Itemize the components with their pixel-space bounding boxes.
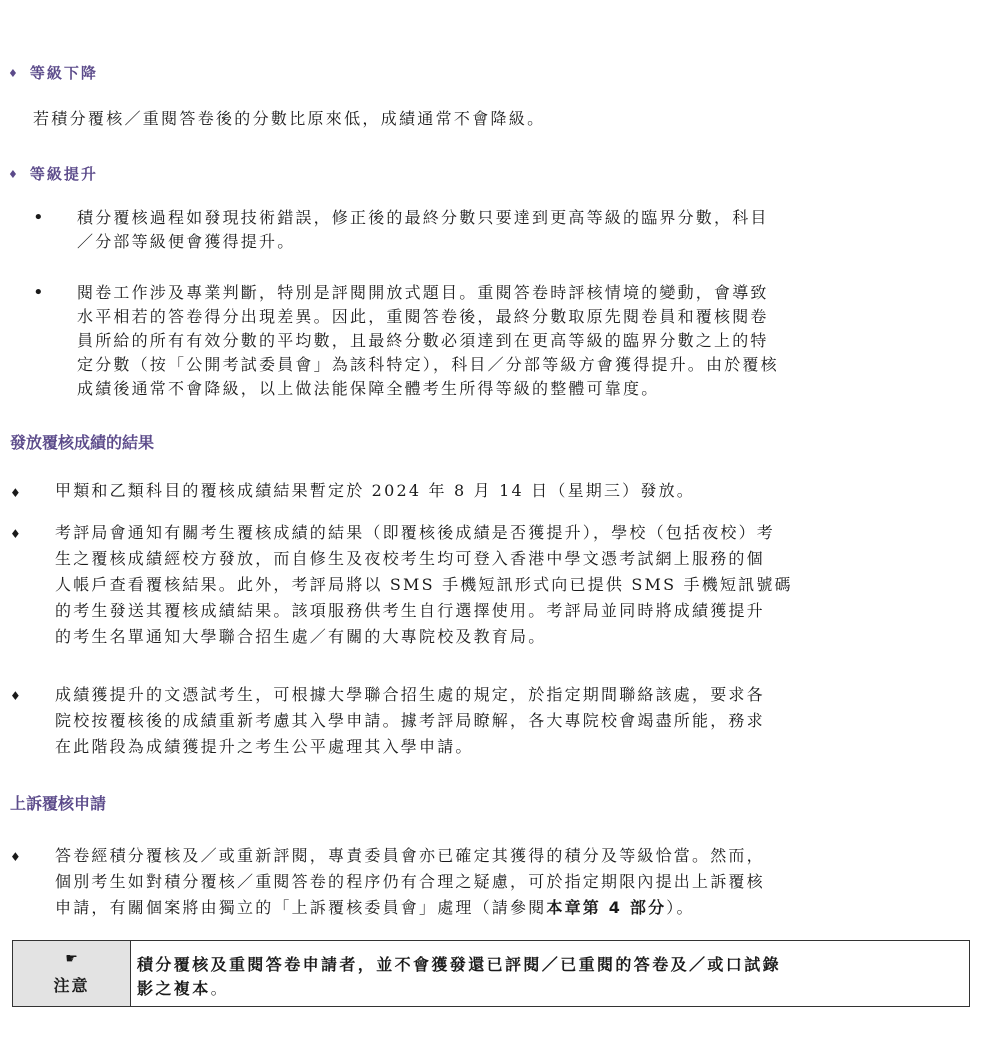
- release-bullet-2-line: 的考生發送其覆核成績結果。該項服務供考生自行選擇使用。考評局並同時將成績獲提升: [55, 601, 765, 620]
- upgrade-heading: [8, 163, 98, 184]
- release-bullet-3-line: 在此階段為成績獲提升之考生公平處理其入學申請。: [55, 737, 474, 756]
- diamond-icon: ♦: [10, 850, 21, 864]
- downgrade-heading-text: 等級下降: [29, 64, 98, 82]
- release-bullet-2-line: 人帳戶查看覆核結果。此外，考評局將以 SMS 手機短訊形式向已提供 SMS 手機短訊號碼: [55, 575, 793, 594]
- appeal-line-text: 申請，有關個案將由獨立的「上訴覆核委員會」處理（請參閱: [55, 898, 547, 917]
- release-bullet-2-line: 考評局會通知有關考生覆核成績的結果（即覆核後成績是否獲提升），學校（包括夜校）考: [55, 523, 776, 542]
- release-bullet-2-line: 的考生名單通知大學聯合招生處／有關的大專院校及教育局。: [55, 627, 547, 646]
- upgrade-bullet-1-line: 積分覆核過程如發現技術錯誤，修正後的最終分數只要達到更高等級的臨界分數，科目: [77, 208, 769, 227]
- appeal-line: 個別考生如對積分覆核／重閱答卷的程序仍有合理之疑慮，可於指定期限內提出上訴覆核: [55, 872, 765, 891]
- appeal-line: 答卷經積分覆核及／或重新評閱，專責委員會亦已確定其獲得的積分及等級恰當。然而，: [55, 846, 765, 865]
- release-bullet-2-line: 生之覆核成績經校方發放，而自修生及夜校考生均可登入香港中學文憑考試網上服務的個: [55, 549, 765, 568]
- note-label-cell: [13, 941, 131, 1006]
- note-line-text: 影之複本: [137, 979, 211, 998]
- chapter-reference: 本章第 4 部分: [546, 898, 667, 917]
- upgrade-bullet-2-line: 員所給的所有有效分數的平均數，且最終分數必須達到在更高等級的臨界分數之上的特: [77, 331, 769, 350]
- upgrade-bullet-2-line: 水平相若的答卷得分出現差異。因此，重閱答卷後，最終分數取原先閱卷員和覆核閱卷: [77, 307, 769, 326]
- upgrade-bullet-2-line: 定分數（按「公開考試委員會」為該科特定），科目／分部等級方會獲得提升。由於覆核: [77, 355, 779, 374]
- note-line: 積分覆核及重閱答卷申請者，並不會獲發還已評閱／已重閱的答卷及／或口試錄: [137, 955, 782, 974]
- diamond-icon: ♦: [10, 689, 21, 703]
- upgrade-bullet-2-line: 成績後通常不會降級，以上做法能保障全體考生所得等級的整體可靠度。: [77, 379, 660, 398]
- note-label: 注意: [53, 976, 90, 995]
- release-bullet-3-line: 成績獲提升的文憑試考生，可根據大學聯合招生處的規定，於指定期間聯絡該處，要求各: [55, 685, 765, 704]
- release-bullet-1-line: 甲類和乙類科目的覆核成績結果暫定於 2024 年 8 月 14 日（星期三）發放。: [55, 481, 695, 500]
- note-line-end: 。: [210, 979, 230, 998]
- bullet-dot-icon: •: [33, 207, 44, 228]
- appeal-heading: 上訴覆核申請: [10, 794, 107, 813]
- upgrade-bullet-1-line: ／分部等級便會獲得提升。: [77, 232, 296, 251]
- appeal-line-end: ）。: [666, 898, 695, 917]
- bullet-dot-icon: •: [33, 282, 44, 303]
- downgrade-text: 若積分覆核／重閱答卷後的分數比原來低，成績通常不會降級。: [33, 109, 546, 128]
- pointing-hand-icon: ☛: [65, 951, 78, 967]
- appeal-line: [55, 895, 970, 921]
- upgrade-heading-text: 等級提升: [29, 165, 98, 183]
- diamond-icon: ♦: [10, 486, 21, 500]
- downgrade-heading: [8, 62, 98, 83]
- note-line: [137, 977, 959, 1001]
- diamond-icon: ♦: [8, 168, 20, 181]
- note-box: [12, 940, 970, 1007]
- upgrade-bullet-2-line: 閱卷工作涉及專業判斷，特別是評閱開放式題目。重閱答卷時評核情境的變動，會導致: [77, 283, 769, 302]
- diamond-icon: ♦: [8, 67, 20, 80]
- release-bullet-3-line: 院校按覆核後的成績重新考慮其入學申請。據考評局瞭解，各大專院校會竭盡所能，務求: [55, 711, 765, 730]
- note-content: [131, 941, 969, 1006]
- diamond-icon: ♦: [10, 527, 21, 541]
- release-heading: 發放覆核成績的結果: [10, 433, 155, 452]
